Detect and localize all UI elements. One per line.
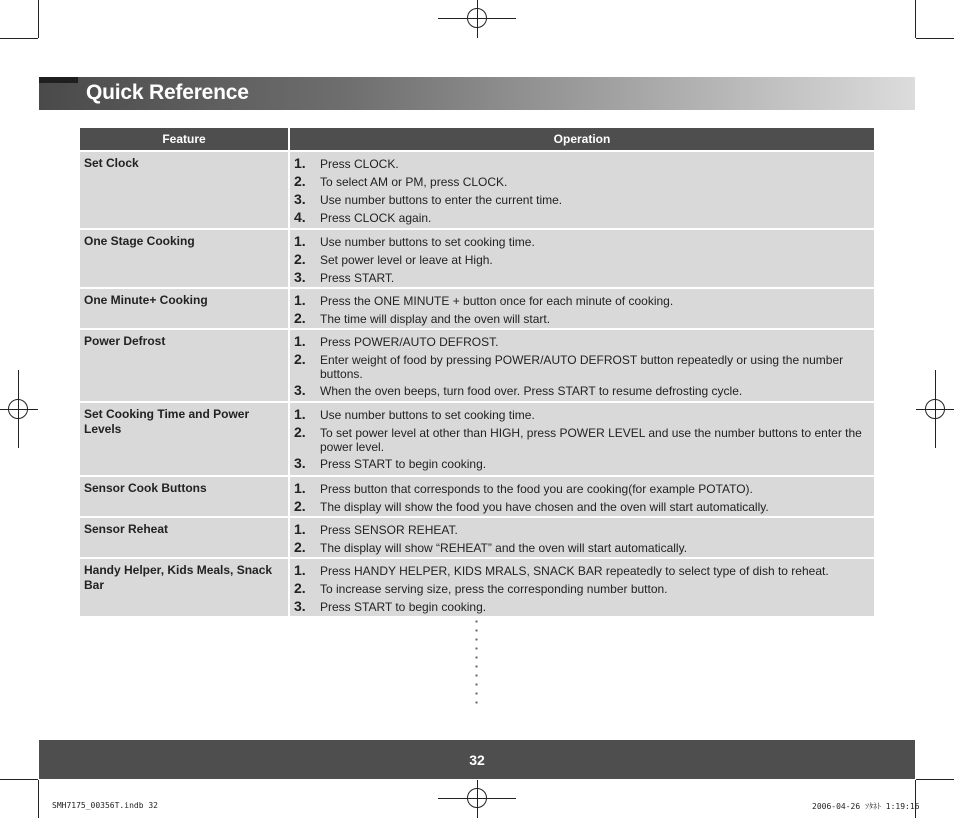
feature-cell: Set Clock [80, 152, 288, 228]
dotted-guide-line [475, 617, 478, 705]
operation-step [294, 332, 866, 350]
step-text: Press START to begin cooking. [320, 457, 487, 471]
step-number: 3. [294, 191, 306, 207]
step-number: 3. [294, 269, 306, 285]
feature-cell: Set Cooking Time and Power Levels [80, 403, 288, 475]
step-number: 3. [294, 598, 306, 614]
step-text: Press START. [320, 271, 395, 285]
step-text: Press HANDY HELPER, KIDS MRALS, SNACK BAR repeatedly to select type of dish to reheat. [320, 564, 829, 578]
feature-cell: One Minute+ Cooking [80, 289, 288, 328]
crop-mark-bottom-right-v [915, 780, 916, 818]
table-body [80, 152, 874, 616]
operation-step [294, 309, 866, 327]
operation-step [294, 172, 866, 190]
table-row [80, 403, 874, 475]
feature-cell: Sensor Reheat [80, 518, 288, 557]
step-number: 2. [294, 424, 306, 440]
step-number: 1. [294, 292, 306, 308]
step-text: The display will show “REHEAT” and the oven will start automatically. [320, 541, 688, 555]
table-row [80, 518, 874, 557]
operation-step [294, 154, 866, 172]
quick-reference-table [80, 126, 874, 618]
crop-mark-bottom-left-v [38, 780, 39, 818]
step-text: When the oven beeps, turn food over. Press START to resume defrosting cycle. [320, 384, 743, 398]
print-slug-timestamp: 2006-04-26 ｿﾀﾈﾄ 1:19:16 [812, 802, 920, 811]
step-number: 2. [294, 310, 306, 326]
feature-cell: Power Defrost [80, 330, 288, 401]
step-text: Press button that corresponds to the food you are cooking(for example POTATO). [320, 482, 753, 496]
step-text: Press CLOCK again. [320, 211, 432, 225]
crop-mark-bottom-right-h [916, 779, 954, 780]
operation-step [294, 538, 866, 556]
step-text: To increase serving size, press the corresponding number button. [320, 582, 668, 596]
step-text: Enter weight of food by pressing POWER/AUTO DEFROST button repeatedly or using the number buttons. [320, 353, 844, 381]
crop-mark-bottom-left-h [0, 779, 38, 780]
operation-step [294, 520, 866, 538]
table-header-row [80, 128, 874, 150]
step-text: Set power level or leave at High. [320, 253, 493, 267]
step-number: 2. [294, 498, 306, 514]
operation-step [294, 232, 866, 250]
step-text: The display will show the food you have chosen and the oven will start automatically. [320, 500, 769, 514]
operation-step [294, 291, 866, 309]
step-number: 2. [294, 580, 306, 596]
operation-step [294, 497, 866, 515]
step-text: The time will display and the oven will start. [320, 312, 551, 326]
operation-cell [290, 230, 874, 287]
step-number: 1. [294, 406, 306, 422]
table-row [80, 230, 874, 287]
operation-step [294, 597, 866, 615]
step-text: Press the ONE MINUTE + button once for each minute of cooking. [320, 294, 674, 308]
footer-bar [39, 740, 915, 779]
table-row [80, 559, 874, 616]
operation-cell [290, 477, 874, 516]
step-number: 4. [294, 209, 306, 225]
operation-step [294, 579, 866, 597]
crop-mark-top-right-v [915, 0, 916, 38]
operation-step [294, 479, 866, 497]
print-slug-file: SMH7175_00356T.indb 32 [52, 801, 158, 810]
step-number: 2. [294, 351, 306, 367]
operation-cell [290, 289, 874, 328]
step-number: 2. [294, 539, 306, 555]
operation-step [294, 268, 866, 286]
step-text: Use number buttons to set cooking time. [320, 408, 535, 422]
table-row [80, 477, 874, 516]
crop-mark-top-left-v [38, 0, 39, 38]
operation-step [294, 405, 866, 423]
step-number: 1. [294, 233, 306, 249]
operation-cell [290, 330, 874, 401]
operation-cell [290, 559, 874, 616]
operation-step [294, 350, 866, 381]
operation-cell [290, 518, 874, 557]
operation-cell [290, 403, 874, 475]
step-number: 2. [294, 173, 306, 189]
feature-column-header: Feature [80, 128, 288, 150]
operation-cell [290, 152, 874, 228]
step-number: 3. [294, 382, 306, 398]
step-text: Press POWER/AUTO DEFROST. [320, 335, 499, 349]
step-number: 3. [294, 455, 306, 471]
operation-step [294, 381, 866, 399]
table-row [80, 152, 874, 228]
operation-column-header: Operation [290, 128, 874, 150]
step-number: 1. [294, 155, 306, 171]
step-text: Use number buttons to set cooking time. [320, 235, 535, 249]
step-text: Press CLOCK. [320, 157, 399, 171]
step-text: Press START to begin cooking. [320, 600, 487, 614]
operation-step [294, 454, 866, 472]
operation-step [294, 208, 866, 226]
page-number: 32 [469, 752, 485, 768]
feature-cell: Handy Helper, Kids Meals, Snack Bar [80, 559, 288, 616]
operation-step [294, 561, 866, 579]
step-number: 1. [294, 480, 306, 496]
step-text: To set power level at other than HIGH, press POWER LEVEL and use the number buttons to enter the power level. [320, 426, 862, 454]
table-row [80, 330, 874, 401]
crop-mark-top-right-h [916, 38, 954, 39]
page-title: Quick Reference [86, 81, 249, 104]
step-number: 2. [294, 251, 306, 267]
operation-step [294, 423, 866, 454]
step-number: 1. [294, 562, 306, 578]
step-number: 1. [294, 333, 306, 349]
title-tab-accent [39, 77, 78, 83]
step-number: 1. [294, 521, 306, 537]
step-text: Use number buttons to enter the current time. [320, 193, 563, 207]
crop-mark-top-left-h [0, 38, 38, 39]
operation-step [294, 190, 866, 208]
step-text: To select AM or PM, press CLOCK. [320, 175, 508, 189]
feature-cell: One Stage Cooking [80, 230, 288, 287]
operation-step [294, 250, 866, 268]
table-row [80, 289, 874, 328]
step-text: Press SENSOR REHEAT. [320, 523, 458, 537]
feature-cell: Sensor Cook Buttons [80, 477, 288, 516]
